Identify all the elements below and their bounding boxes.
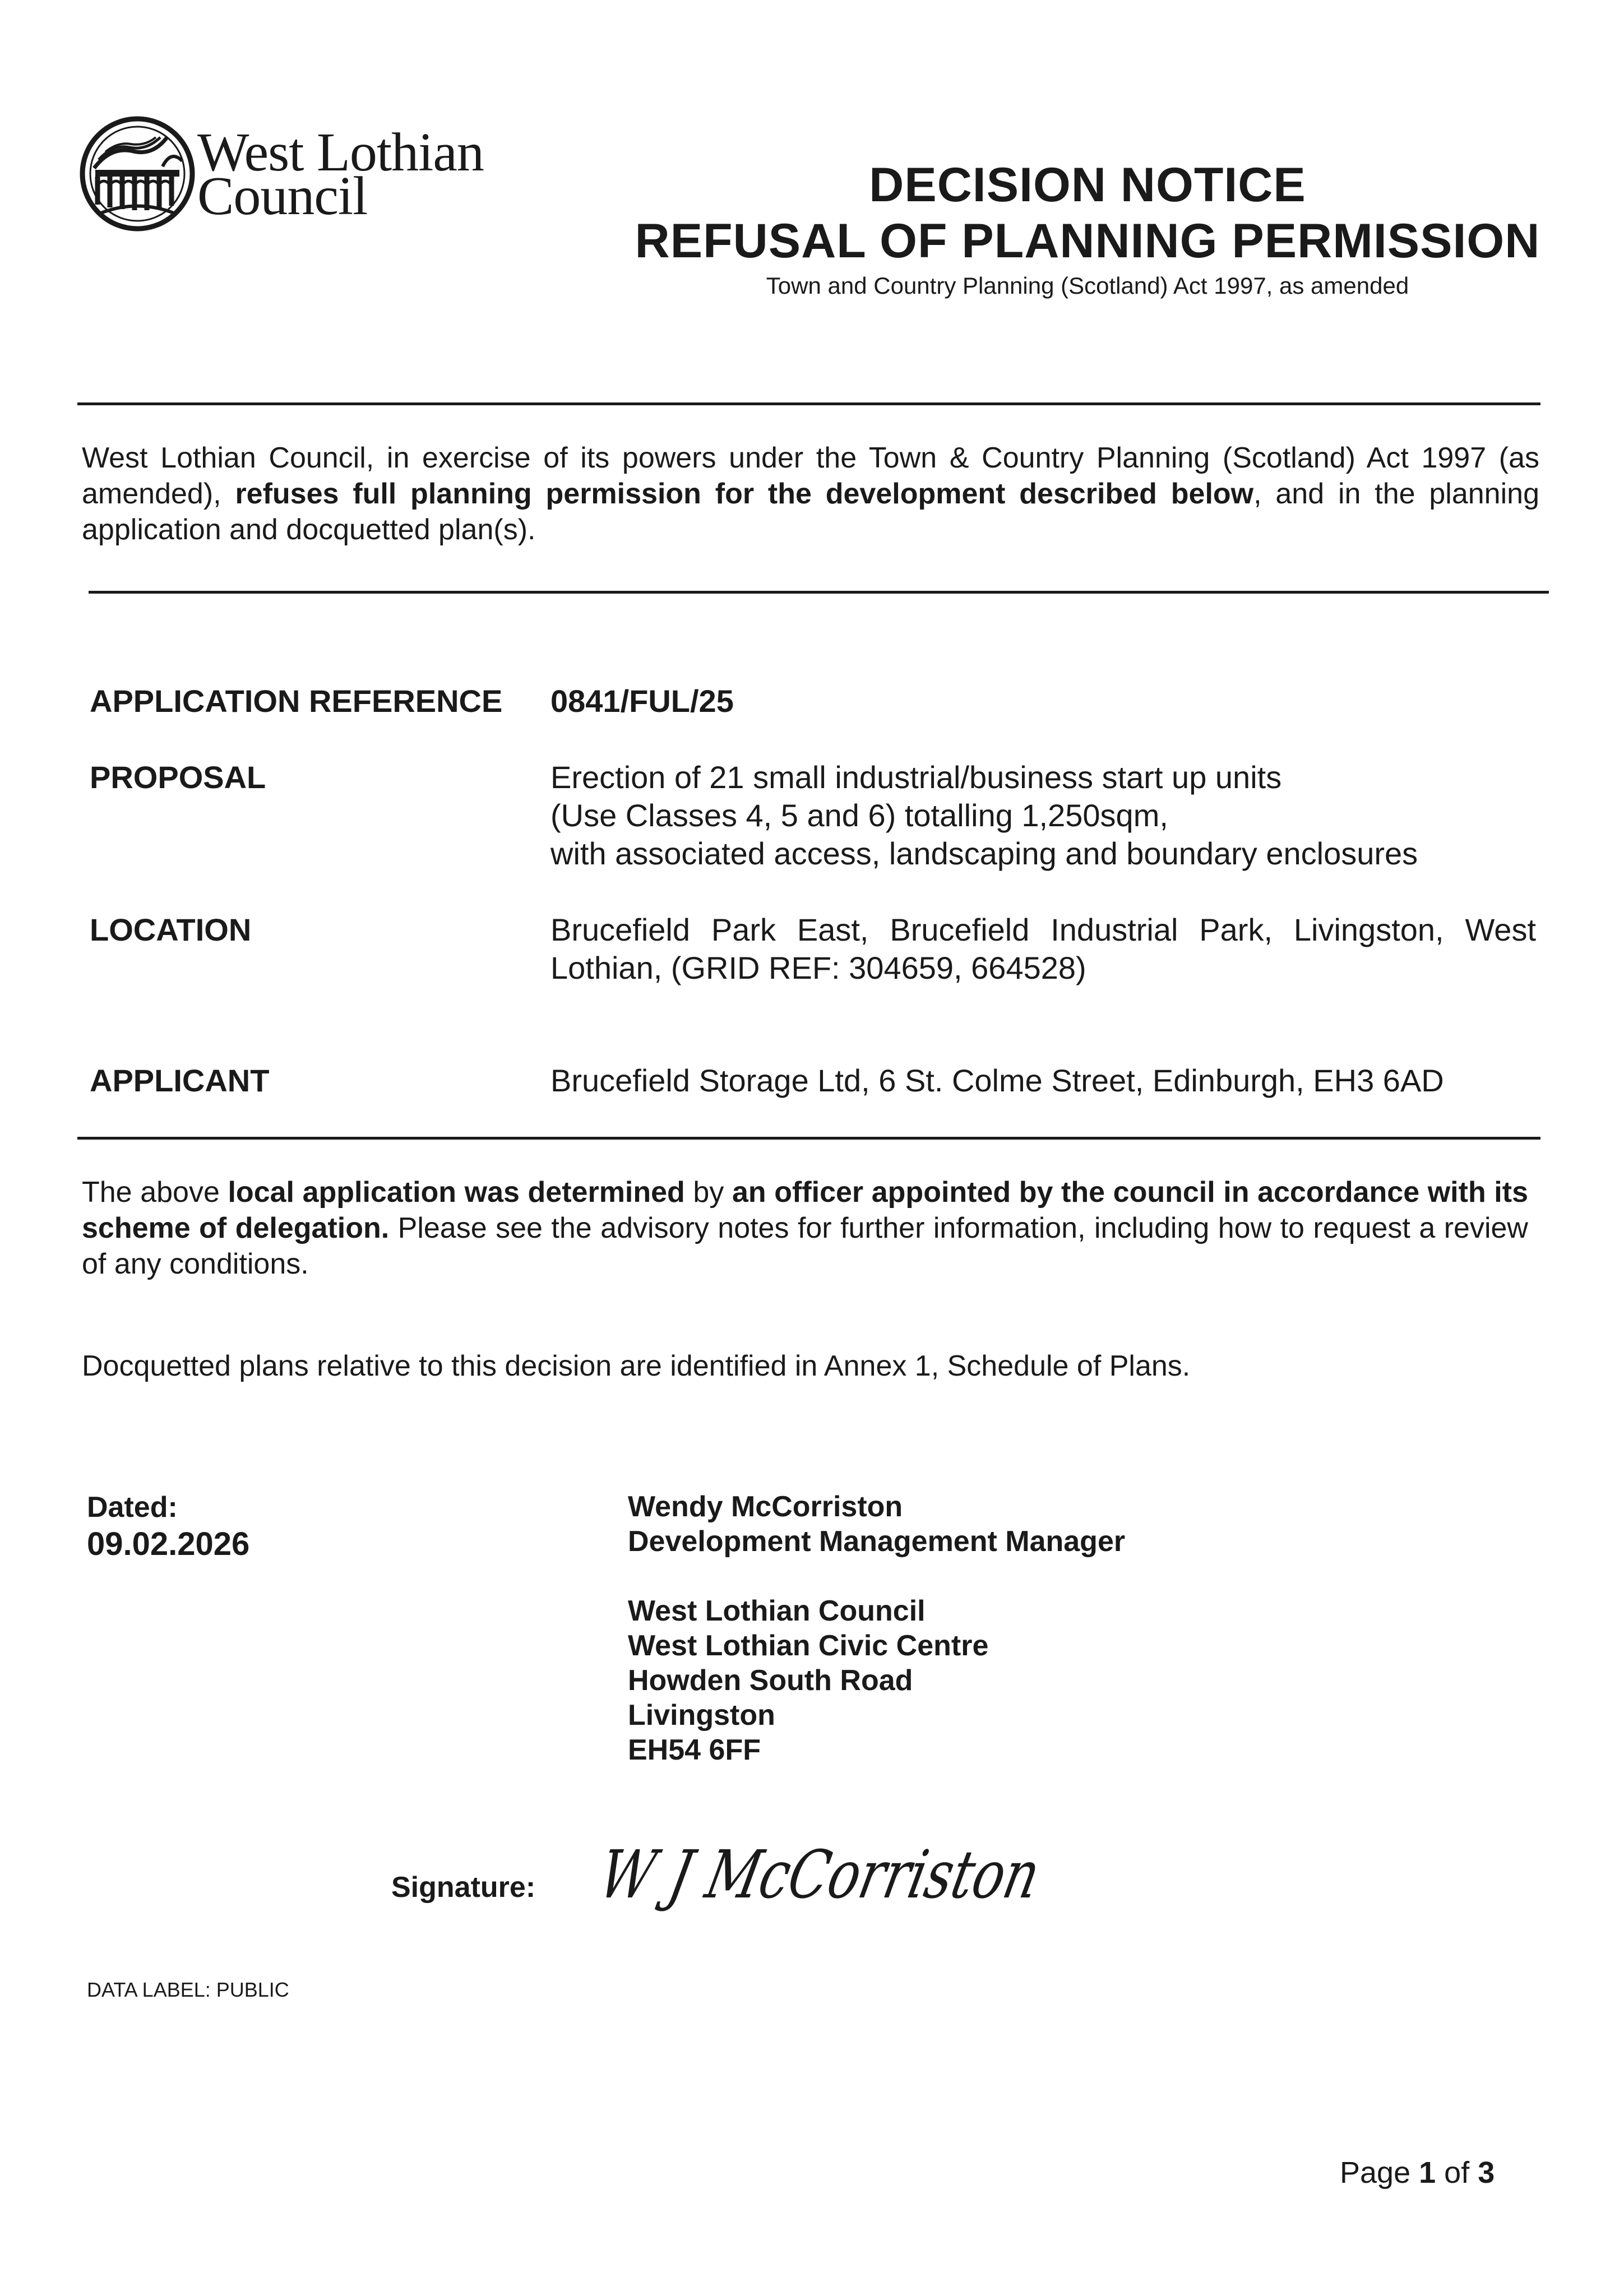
logo-text-line1: West Lothian (197, 122, 484, 183)
determination-text-3: Please see the advisory notes for further information, including how to request a review of any conditions. (82, 1212, 1528, 1280)
location-value: Brucefield Park East, Brucefield Industrial Park, Livingston, West Lothian, (GRID REF: 304659, 664528) (550, 912, 1536, 985)
page-middle: of (1436, 2156, 1478, 2189)
page-total: 3 (1478, 2156, 1495, 2189)
divider-top (77, 402, 1540, 405)
intro-text-bold: refuses full planning permission for the development described below (235, 478, 1254, 510)
notice-subtitle: Town and Country Planning (Scotland) Act 1997, as amended (766, 272, 1409, 299)
divider-details (77, 1137, 1540, 1140)
proposal-line: (Use Classes 4, 5 and 6) totalling 1,250sqm, (550, 798, 1168, 833)
reference-label: APPLICATION REFERENCE (90, 683, 503, 719)
determination-paragraph (82, 1174, 1528, 1282)
proposal-label: PROPOSAL (90, 760, 266, 795)
determination-bold-1: local application was determined (228, 1176, 685, 1209)
council-crest-icon (78, 115, 196, 233)
reference-value: 0841/FUL/25 (550, 683, 734, 719)
data-label: DATA LABEL: PUBLIC (87, 1978, 289, 2001)
address-line: Howden South Road (628, 1664, 913, 1697)
address-line: West Lothian Civic Centre (628, 1630, 989, 1662)
proposal-line: Erection of 21 small industrial/business start up units (550, 760, 1282, 795)
intro-text-2: , and in the planning application and docquetted plan(s). (82, 478, 1539, 546)
address-line: West Lothian Council (628, 1595, 926, 1627)
address-line: EH54 6FF (628, 1734, 761, 1766)
applicant-value: Brucefield Storage Ltd, 6 St. Colme Street, Edinburgh, EH3 6AD (550, 1063, 1444, 1098)
handwritten-signature (593, 1833, 1168, 1928)
proposal-value (550, 758, 1536, 873)
page-number (1340, 2154, 1495, 2191)
intro-paragraph (82, 440, 1539, 548)
signatory-role: Development Management Manager (628, 1525, 1126, 1558)
location-label: LOCATION (90, 912, 252, 947)
council-logo (78, 115, 527, 244)
page-prefix: Page (1340, 2156, 1419, 2189)
notice-title-block (561, 157, 1614, 303)
logo-text-line2: Council (197, 166, 368, 226)
determination-text-1: The above (82, 1176, 228, 1209)
applicant-label: APPLICANT (90, 1063, 270, 1098)
signatory-name: Wendy McCorriston (628, 1490, 903, 1523)
intro-text-1: West Lothian Council, in exercise of its powers under the Town & Country Planning (Scotland) Act 1997 (as amended), (82, 442, 1539, 510)
determination-bold-2: an officer appointed by the council in accordance with its scheme of delegation. (82, 1176, 1528, 1244)
page-current: 1 (1419, 2156, 1436, 2189)
notice-title: DECISION NOTICE (869, 158, 1306, 212)
determination-text-2: by (684, 1176, 732, 1209)
notice-title-refusal: REFUSAL OF PLANNING PERMISSION (635, 214, 1540, 268)
signature-label: Signature: (391, 1871, 536, 1904)
svg-text:W J McCorriston: W J McCorriston (593, 1836, 1168, 1914)
address-line: Livingston (628, 1699, 775, 1732)
dated-label: Dated: (87, 1491, 178, 1524)
proposal-line: with associated access, landscaping and boundary enclosures (550, 836, 1418, 871)
docquetted-plans-note: Docquetted plans relative to this decision are identified in Annex 1, Schedule of Plans. (82, 1350, 1191, 1382)
signature-image (593, 1833, 1168, 1928)
divider-intro (89, 591, 1549, 594)
dated-value: 09.02.2026 (87, 1526, 250, 1562)
